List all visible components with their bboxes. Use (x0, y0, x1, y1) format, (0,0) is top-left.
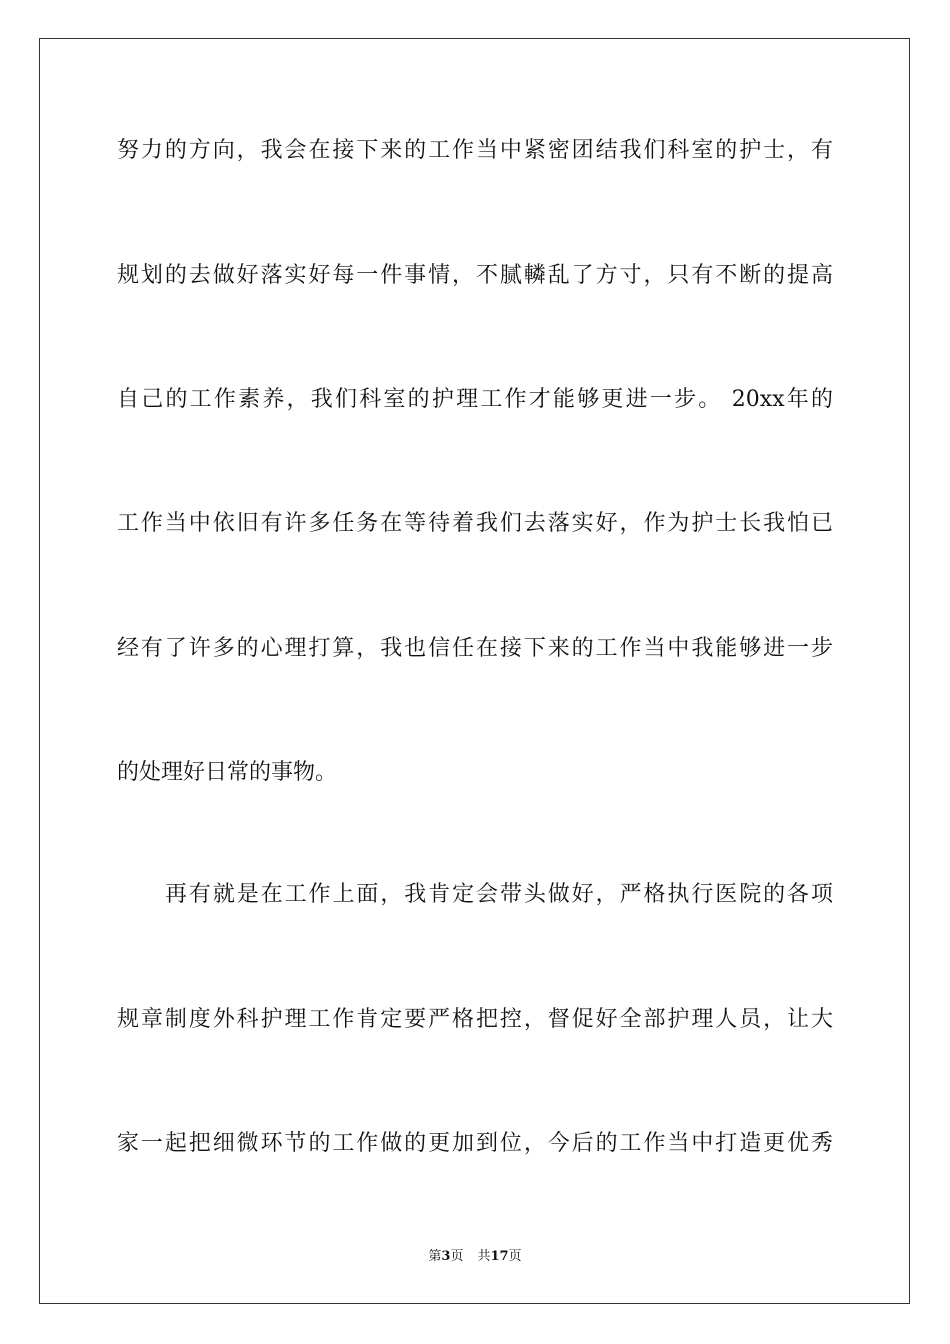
body-line-5: 经有了许多的心理打算，我也信任在接下来的工作当中我能够进一步 (117, 636, 833, 661)
paragraph-2-line-2: 规章制度外科护理工作肯定要严格把控，督促好全部护理人员，让大 (117, 1007, 833, 1032)
paragraph-2-line-1: 再有就是在工作上面，我肯定会带头做好，严格执行医院的各项 (165, 882, 833, 907)
body-line-4: 工作当中依旧有许多任务在等待着我们去落实好，作为护士长我怕已 (117, 511, 833, 536)
paragraph-2-line-3: 家一起把细微环节的工作做的更加到位，今后的工作当中打造更优秀 (117, 1131, 833, 1156)
footer-page-current: 3 (441, 1249, 451, 1264)
body-line-1: 努力的方向，我会在接下来的工作当中紧密团结我们科室的护士，有 (117, 138, 833, 163)
footer-total-prefix: 共 (477, 1249, 491, 1264)
body-line-3: 自己的工作素养，我们科室的护理工作才能够更进一步。 20xx年的 (117, 387, 833, 412)
page-border (39, 38, 910, 1304)
body-line-2: 规划的去做好落实好每一件事情，不腻轔乱了方寸，只有不断的提高 (117, 263, 833, 288)
footer-page-prefix: 第 (428, 1249, 442, 1264)
page-footer (0, 1248, 950, 1266)
footer-page-suffix: 页 (450, 1249, 464, 1264)
footer-total-suffix: 页 (508, 1249, 522, 1264)
footer-page-total: 17 (490, 1249, 509, 1264)
body-line-6: 的处理好日常的事物。 (117, 760, 338, 785)
